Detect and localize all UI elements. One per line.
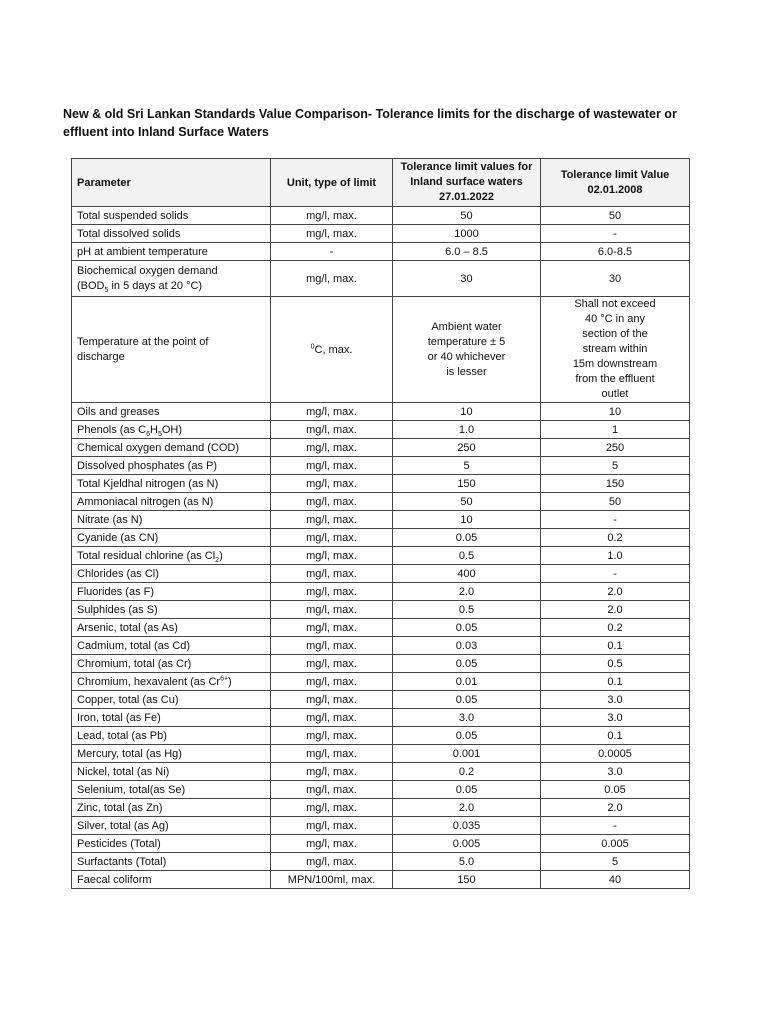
old-limit-cell: 0.0005 [541,745,690,763]
param-cell: Dissolved phosphates (as P) [72,457,271,475]
header-new-date: 27.01.2022 [438,191,495,203]
param-cell: Total dissolved solids [72,225,271,243]
unit-cell: MPN/100ml, max. [271,871,393,889]
param-cell: Total suspended solids [72,207,271,225]
table-row [72,493,690,511]
new-limit-cell: 10 [393,403,541,421]
old-limit-cell: 2.0 [541,583,690,601]
new-limit-cell: 30 [393,261,541,297]
unit-cell: mg/l, max. [271,655,393,673]
table-row [72,439,690,457]
param-cell: Fluorides (as F) [72,583,271,601]
unit-cell: mg/l, max. [271,583,393,601]
param-cell: Sulphides (as S) [72,601,271,619]
new-limit-cell: 0.001 [393,745,541,763]
param-line: discharge [77,350,125,363]
old-limit-cell: 0.1 [541,727,690,745]
table-row [72,601,690,619]
new-limit-cell: 0.05 [393,619,541,637]
table-row [72,207,690,225]
unit-cell: mg/l, max. [271,439,393,457]
param-cell: Cyanide (as CN) [72,529,271,547]
param-cell: Arsenic, total (as As) [72,619,271,637]
param-cell: Total Kjeldhal nitrogen (as N) [72,475,271,493]
unit-cell: mg/l, max. [271,207,393,225]
old-limit-cell: 2.0 [541,799,690,817]
unit-cell: mg/l, max. [271,781,393,799]
new-limit-cell: 400 [393,565,541,583]
unit-cell: mg/l, max. [271,853,393,871]
param-cell: Chromium, hexavalent (as $Cr^{6+}$) [72,673,271,691]
old-limit-cell: 50 [541,207,690,225]
param-cell: Oils and greases [72,403,271,421]
old-limit-cell: 30 [541,261,690,297]
old-limit-cell: 1 [541,421,690,439]
new-limit-cell: 2.0 [393,583,541,601]
header-parameter: Parameter [72,159,271,207]
table-row [72,511,690,529]
table-row [72,835,690,853]
param-cell: Copper, total (as Cu) [72,691,271,709]
new-limit-cell: 250 [393,439,541,457]
header-new-line: Tolerance limit values for [400,161,533,173]
old-limit-cell: 150 [541,475,690,493]
table-row [72,673,690,691]
unit-cell: mg/l, max. [271,619,393,637]
table-row [72,403,690,421]
unit-cell: mg/l, max. [271,565,393,583]
param-cell: Chemical oxygen demand (COD) [72,439,271,457]
new-limit-cell: 0.05 [393,781,541,799]
table-row [72,529,690,547]
new-limit-cell: 0.035 [393,817,541,835]
document-title: New & old Sri Lankan Standards Value Comparison- Tolerance limits for the discharge of wastewater or effluent into Inland Surface Waters [63,107,677,139]
old-limit-cell: 0.05 [541,781,690,799]
old-limit-cell: Shall not exceed 40 °C in any section of the stream within 15m downstream from the effluent outlet [541,297,690,403]
header-old-date: 02.01.2008 [587,183,643,196]
table-row [72,727,690,745]
new-limit-cell: 2.0 [393,799,541,817]
table-row [72,799,690,817]
param-cell: Cadmium, total (as Cd) [72,637,271,655]
param-cell: Lead, total (as Pb) [72,727,271,745]
unit-cell: mg/l, max. [271,601,393,619]
table-row [72,583,690,601]
unit-cell: mg/l, max. [271,835,393,853]
new-limit-cell: 150 [393,475,541,493]
unit-cell: mg/l, max. [271,709,393,727]
new-limit-cell: 0.03 [393,637,541,655]
unit-cell: mg/l, max. [271,225,393,243]
param-cell: Total residual chlorine (as $Cl_2$) [72,547,271,565]
unit-cell: mg/l, max. [271,637,393,655]
old-limit-cell: 0.1 [541,637,690,655]
unit-cell: mg/l, max. [271,799,393,817]
table-row [72,763,690,781]
old-limit-cell: - [541,225,690,243]
new-limit-cell: 5 [393,457,541,475]
table-row [72,261,690,297]
old-limit-cell: 2.0 [541,601,690,619]
new-limit-cell: 10 [393,511,541,529]
old-limit-cell: 5 [541,457,690,475]
old-limit-cell: 3.0 [541,763,690,781]
new-limit-cell: 0.5 [393,547,541,565]
unit-cell: mg/l, max. [271,727,393,745]
new-limit-cell: 0.05 [393,529,541,547]
unit-cell: mg/l, max. [271,403,393,421]
table-row [72,475,690,493]
old-limit-cell: - [541,511,690,529]
param-cell: Faecal coliform [72,871,271,889]
old-limit-cell: 0.1 [541,673,690,691]
old-limit-cell: - [541,817,690,835]
new-limit-cell: 0.005 [393,835,541,853]
param-cell: Mercury, total (as Hg) [72,745,271,763]
old-limit-cell: 50 [541,493,690,511]
param-cell: Zinc, total (as Zn) [72,799,271,817]
old-limit-cell: 3.0 [541,709,690,727]
unit-cell: mg/l, max. [271,529,393,547]
old-limit-cell: 0.005 [541,835,690,853]
old-limit-cell: 3.0 [541,691,690,709]
header-row [72,159,690,207]
table-row [72,457,690,475]
table-row [72,297,690,403]
param-cell: Ammoniacal nitrogen (as N) [72,493,271,511]
param-line: Temperature at the point of [77,335,209,348]
new-limit-cell: 50 [393,207,541,225]
new-limit-cell: 5.0 [393,853,541,871]
new-limit-cell: 0.05 [393,691,541,709]
param-cell: Pesticides (Total) [72,835,271,853]
table-row [72,243,690,261]
unit-cell: mg/l, max. [271,493,393,511]
table-row [72,421,690,439]
header-unit: Unit, type of limit [271,159,393,207]
new-limit-cell: 0.5 [393,601,541,619]
param-cell: Phenols (as $C_6H_5OH$) [72,421,271,439]
unit-cell: - [271,243,393,261]
old-limit-cell: 0.2 [541,619,690,637]
old-limit-cell: 6.0-8.5 [541,243,690,261]
unit-cell: mg/l, max. [271,745,393,763]
table-row [72,619,690,637]
param-cell: pH at ambient temperature [72,243,271,261]
old-limit-cell: 0.5 [541,655,690,673]
header-old-line: Tolerance limit Value [560,168,670,181]
param-cell: Surfactants (Total) [72,853,271,871]
unit-cell: mg/l, max. [271,511,393,529]
param-cell: Chromium, total (as Cr) [72,655,271,673]
new-limit-cell: 3.0 [393,709,541,727]
param-cell: Chlorides (as Cl) [72,565,271,583]
header-new-limit [393,159,541,207]
param-cell [72,297,271,403]
table-row [72,817,690,835]
table-row [72,565,690,583]
unit-cell: mg/l, max. [271,547,393,565]
new-limit-cell: 0.05 [393,727,541,745]
unit-cell: mg/l, max. [271,691,393,709]
header-old-limit [541,159,690,207]
param-cell [72,261,271,297]
unit-cell: mg/l, max. [271,673,393,691]
unit-cell: $^0$C, max. [271,297,393,403]
new-limit-cell: 1.0 [393,421,541,439]
old-limit-cell: 5 [541,853,690,871]
new-limit-cell: 0.05 [393,655,541,673]
old-limit-cell: - [541,565,690,583]
table-row [72,225,690,243]
new-limit-cell: 6.0 – 8.5 [393,243,541,261]
table-row [72,691,690,709]
table-row [72,637,690,655]
table-row [72,547,690,565]
table-row [72,745,690,763]
table-row [72,655,690,673]
unit-cell: mg/l, max. [271,763,393,781]
param-cell: Nickel, total (as Ni) [72,763,271,781]
table-row [72,853,690,871]
table-row [72,871,690,889]
new-limit-cell: Ambient water temperature ± 5 or 40 whichever is lesser [393,297,541,403]
tolerance-limits-table [71,158,690,889]
old-limit-cell: 1.0 [541,547,690,565]
old-limit-cell: 40 [541,871,690,889]
unit-cell: mg/l, max. [271,475,393,493]
table-row [72,781,690,799]
table-row [72,709,690,727]
new-limit-cell: 150 [393,871,541,889]
param-line: ($BOD_5$ in 5 days at 20 °C) [77,279,203,294]
old-limit-cell: 0.2 [541,529,690,547]
param-line: Biochemical oxygen demand [77,264,218,277]
unit-cell: mg/l, max. [271,261,393,297]
header-new-line: Inland surface waters [410,176,523,188]
new-limit-cell: 50 [393,493,541,511]
new-limit-cell: 0.2 [393,763,541,781]
param-cell: Silver, total (as Ag) [72,817,271,835]
unit-cell: mg/l, max. [271,421,393,439]
param-cell: Selenium, total(as Se) [72,781,271,799]
param-cell: Nitrate (as N) [72,511,271,529]
unit-cell: mg/l, max. [271,817,393,835]
unit-cell: mg/l, max. [271,457,393,475]
param-cell: Iron, total (as Fe) [72,709,271,727]
old-limit-cell: 10 [541,403,690,421]
old-limit-cell: 250 [541,439,690,457]
new-limit-cell: 0.01 [393,673,541,691]
new-limit-cell: 1000 [393,225,541,243]
